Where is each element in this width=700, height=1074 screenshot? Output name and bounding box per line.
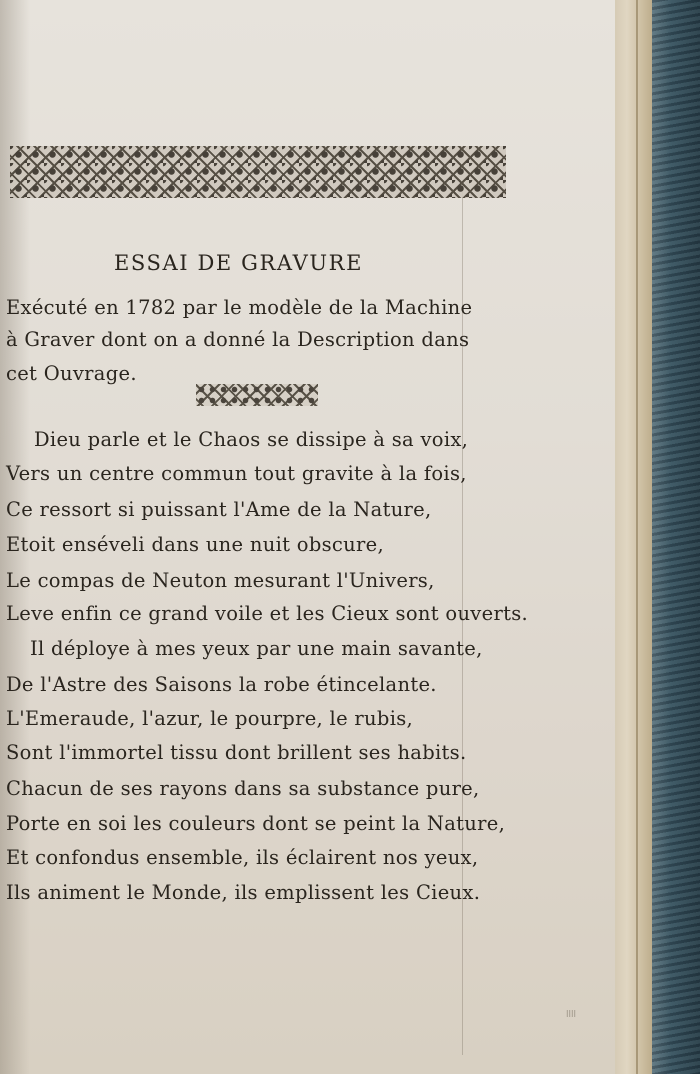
- verse-line-12: Porte en soi les couleurs dont se peint la Nature,: [6, 812, 506, 835]
- page-edge-line: [636, 0, 638, 1074]
- book-cover-edge: [652, 0, 700, 1074]
- verse-line-7: Il déploye à mes yeux par une main savante,: [30, 637, 483, 660]
- verse-line-13: Et confondus ensemble, ils éclairent nos yeux,: [6, 846, 479, 869]
- verse-line-3: Ce ressort si puissant l'Ame de la Nature,: [6, 498, 432, 521]
- verse-line-9: L'Emeraude, l'azur, le pourpre, le rubis,: [6, 707, 414, 730]
- verse-line-2: Vers un centre commun tout gravite à la fois,: [6, 462, 467, 485]
- verse-line-14: Ils animent le Monde, ils emplissent les Cieux.: [6, 881, 481, 904]
- page-title: ESSAI DE GRAVURE: [114, 251, 364, 275]
- verse-line-10: Sont l'immortel tissu dont brillent ses habits.: [6, 741, 467, 764]
- header-ornament: [10, 146, 506, 198]
- intro-line-3: cet Ouvrage.: [6, 362, 137, 385]
- pencil-mark: llll: [566, 1010, 577, 1020]
- intro-line-2: à Graver dont on a donné la Description dans: [6, 328, 470, 351]
- verse-line-11: Chacun de ses rayons dans sa substance pure,: [6, 777, 480, 800]
- divider-ornament: [196, 384, 318, 406]
- verse-line-4: Etoit enséveli dans une nuit obscure,: [6, 533, 384, 556]
- verse-line-5: Le compas de Neuton mesurant l'Univers,: [6, 569, 435, 592]
- intro-line-1: Exécuté en 1782 par le modèle de la Machine: [6, 296, 473, 319]
- page-edge: [615, 0, 655, 1074]
- verse-line-1: Dieu parle et le Chaos se dissipe à sa voix,: [34, 428, 469, 451]
- verse-line-6: Leve enfin ce grand voile et les Cieux sont ouverts.: [6, 602, 529, 625]
- verse-line-8: De l'Astre des Saisons la robe étincelante.: [6, 673, 437, 696]
